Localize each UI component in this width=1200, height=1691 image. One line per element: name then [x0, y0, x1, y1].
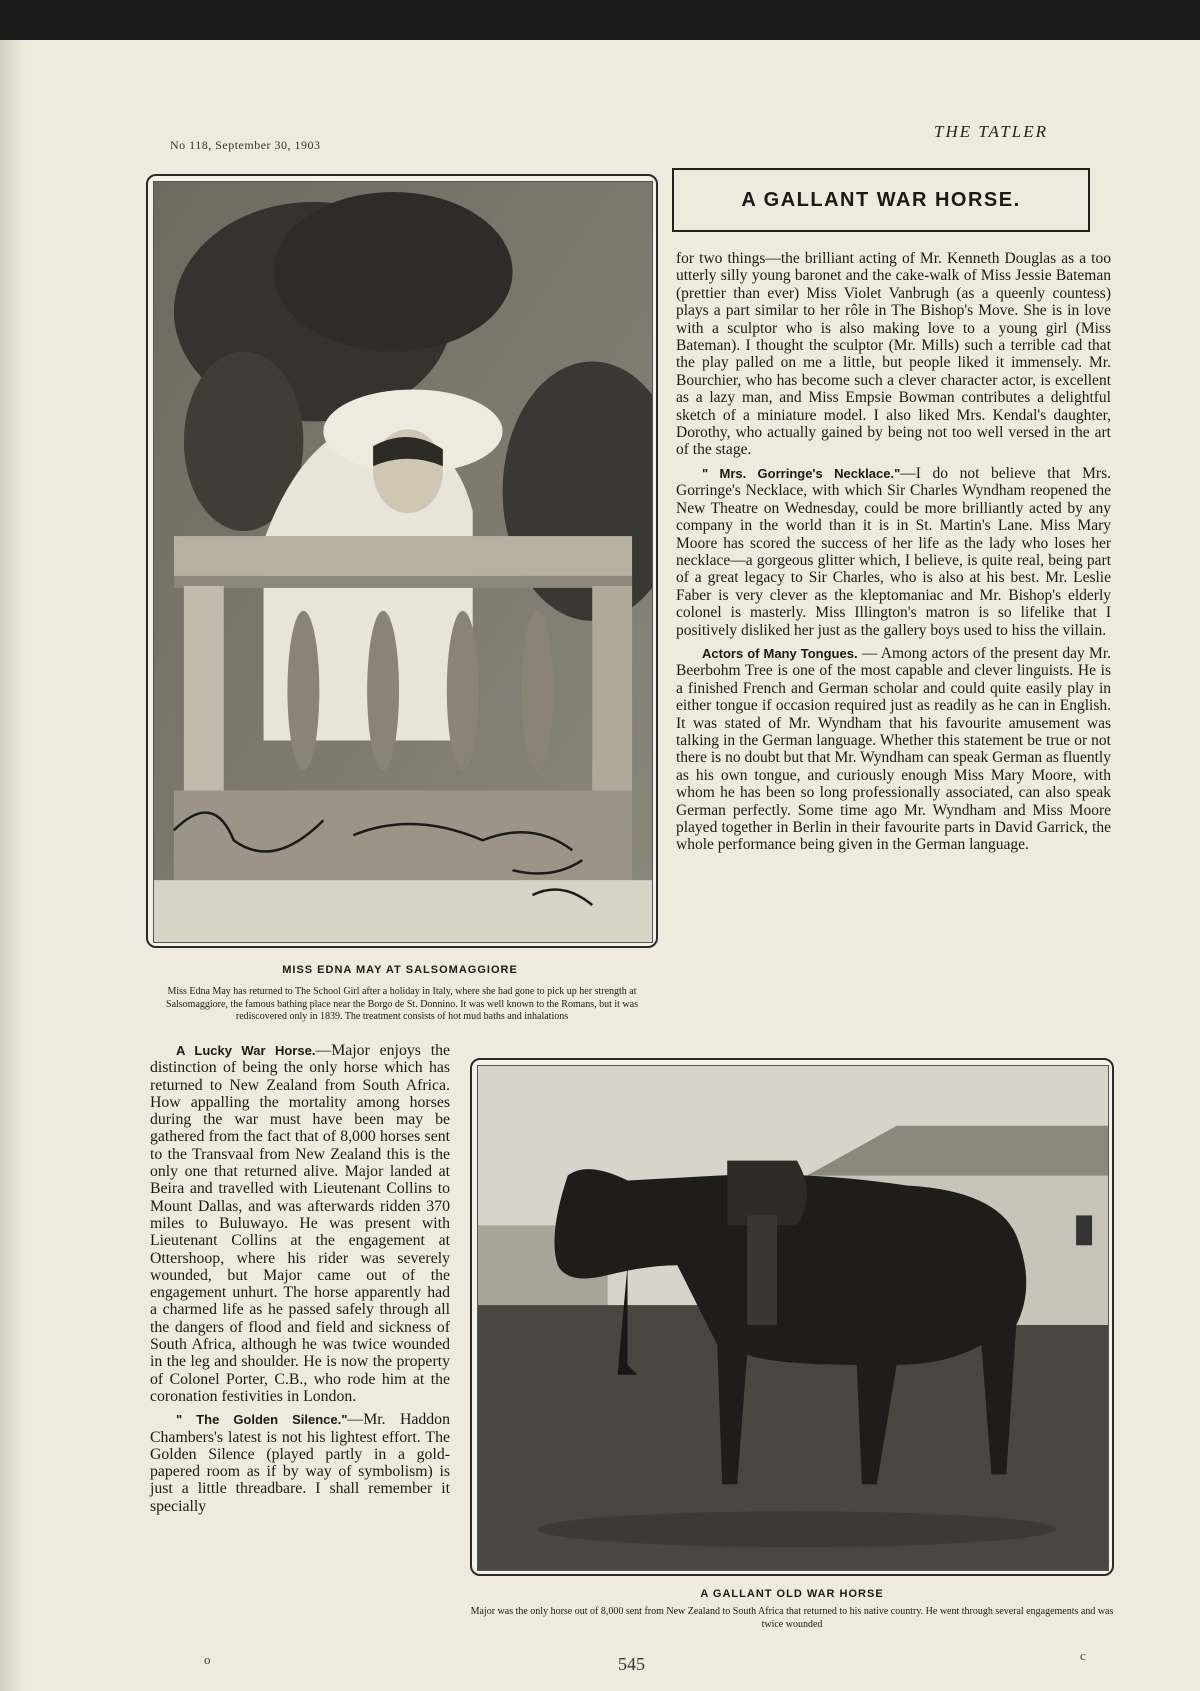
issue-date: No 118, September 30, 1903: [170, 138, 321, 152]
page-number: 545: [618, 1654, 645, 1674]
margin-mark-left: o: [204, 1652, 211, 1667]
margin-mark-right: c: [1080, 1648, 1086, 1663]
text-tongues: — Among actors of the present day Mr. Beerbohm Tree is one of the most capable and clever linguists. He is a finished French and German scholar and could quite easily play in either tongue if occasion required just as readily as he can in English. It was stated of Mr. Wyndham that his favourite amusement was talking in the German language. Whether this statement be true or not there is no doubt but that Mr. Wyndham can speak German as fluently as his own tongue, and curiously enough Miss Mary Moore, with whom he has been so long professionally associated, can also speak German perfectly. Some time ago Mr. Wyndham and Miss Moore played together in Berlin in their favourite parts in David Garrick, the whole performance being given in the German language.: [676, 644, 1112, 854]
paragraph-lucky-horse: [150, 1042, 450, 1405]
horse-caption-title: A GALLANT OLD WAR HORSE: [700, 1588, 884, 1600]
left-column: [150, 1042, 450, 1521]
horse-photo: [477, 1065, 1109, 1571]
edna-may-image: [154, 182, 652, 942]
article-title: A GALLANT WAR HORSE.: [672, 168, 1090, 232]
edna-may-caption: Miss Edna May has returned to The School Girl after a holiday in Italy, where she had gone to pick up her strength at Salsomaggiore, the famous bathing place near the Borgo de St. Donnino. It was well known to the Romans, but it was rediscovered only in 1839. The treatment consists of hot mud baths and inhalations: [166, 986, 638, 1022]
heading-tongues: Actors of Many Tongues.: [702, 645, 858, 661]
paragraph-intro: for two things—the brilliant acting of Mr. Kenneth Douglas as a too utterly silly young baronet and the cake-walk of Miss Jessie Bateman (prettier than ever) Miss Violet Vanbrugh (as a queenly countess) plays a part similar to her rôle in The Bishop's Move. She is in love with a sculptor who is also making love to a young girl (Miss Bateman). I thought the sculptor (Mr. Mills) such a terrible cad that the play palled on me a little, but people liked it immensely. Mr. Bourchier, who has become such a clever character actor, is excellent as a lazy man, and Miss Empsie Bowman contributes a delightful sketch of a miniature model. I also liked Mrs. Kendal's daughter, Dorothy, who actually gained by being not too well versed in the art of the stage.: [676, 250, 1111, 459]
horse-photo-frame: [470, 1058, 1114, 1576]
paragraph-gorringe: [676, 465, 1111, 639]
heading-golden-silence: " The Golden Silence.": [176, 1412, 348, 1428]
edna-may-photo-frame: [146, 174, 658, 948]
heading-lucky-horse: A Lucky War Horse.: [176, 1043, 316, 1058]
magazine-page: [0, 40, 1200, 1691]
edna-may-photo: [153, 181, 653, 943]
paragraph-golden-silence: [150, 1411, 450, 1515]
masthead: THE TATLER: [934, 122, 1048, 141]
horse-caption: Major was the only horse out of 8,000 sent from New Zealand to South Africa that returned to his native country. He went through several engagements and was twice wounded: [470, 1606, 1114, 1630]
horse-image: [478, 1066, 1108, 1570]
edna-may-caption-title: MISS EDNA MAY AT SALSOMAGGIORE: [282, 964, 518, 976]
text-golden-silence: —Mr. Haddon Chambers's latest is not his lightest effort. The Golden Silence (played partly in a gold-papered room as if by way of symbolism) is just a little threadbare. I shall remember it specially: [150, 1411, 450, 1515]
right-column: [676, 250, 1111, 860]
text-gorringe: —I do not believe that Mrs. Gorringe's Necklace, with which Sir Charles Wyndham reopened the New Theatre on Wednesday, could be more brilliantly acted by any company in the world than it is in St. Martin's Lane. Miss Mary Moore has scored the success of her life as the lady who loses her necklace—a gorgeous glitter which, I believe, is quite real, being part of a great legacy to Sir Charles, who is also at his best. Mr. Leslie Faber is very clever as the kleptomaniac and Mr. Bishop's elderly colonel is masterly. Miss Illington's matron is so lifelike that I positively disliked her just as the gallery boys used to hiss the villain.: [676, 464, 1111, 639]
text-lucky-horse: —Major enjoys the distinction of being the only horse which has returned to New Zealand from South Africa. How appalling the mortality among horses during the war must have been may be gathered from the fact that of 8,000 horses sent to the Transvaal from New Zealand this is the only one that returned alive. Major landed at Beira and travelled with Lieutenant Collins to Mount Dallas, and was afterwards ridden 370 miles to Buluwayo. He was present with Lieutenant Collins at the engagement at Ottershoop, where his rider was severely wounded, but Major came out of the engagement unhurt. The horse apparently had a charmed life as he passed safely through all the dangers of flood and field and sickness of South Africa, although he was twice wounded in the leg and shoulder. He is now the property of Colonel Porter, C.B., who rode him at the coronation festivities in London.: [150, 1042, 450, 1405]
paragraph-tongues: [676, 645, 1111, 854]
heading-gorringe: " Mrs. Gorringe's Necklace.": [702, 465, 901, 481]
